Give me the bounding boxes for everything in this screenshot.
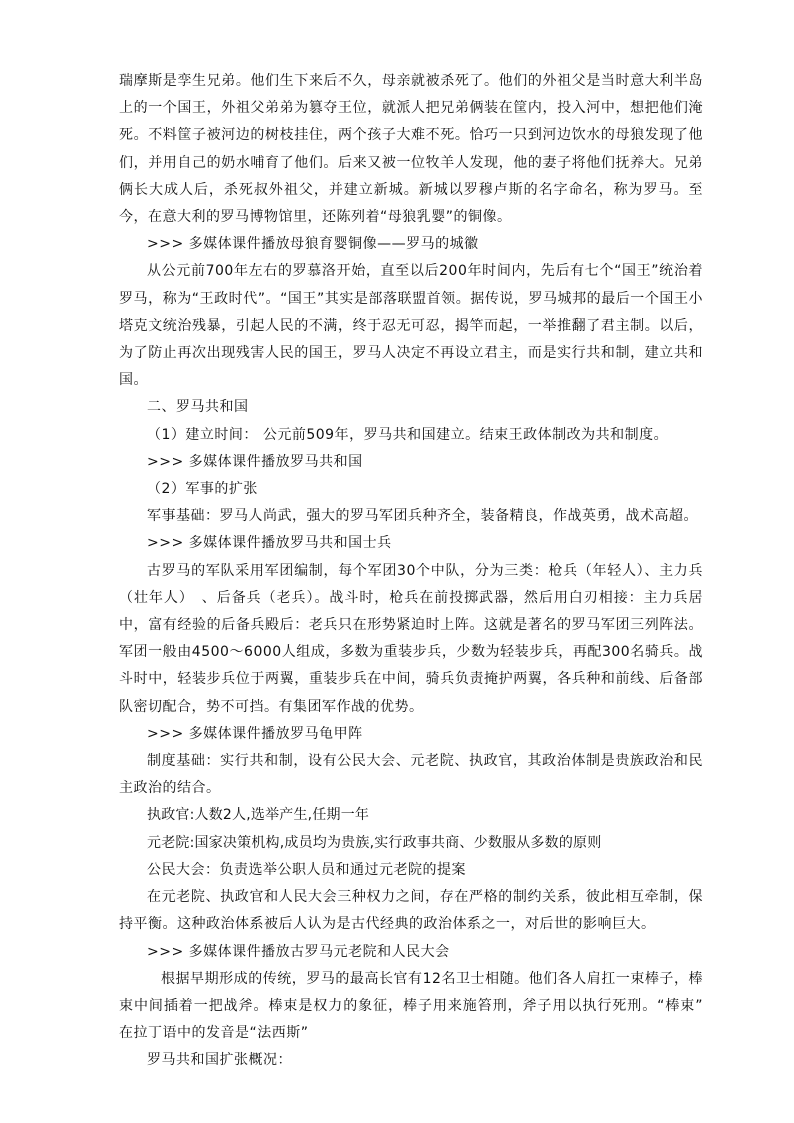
paragraph-multimedia-senate-assembly: >>> 多媒体课件播放古罗马元老院和人民大会 [147, 943, 450, 960]
paragraph-multimedia-testudo: >>> 多媒体课件播放罗马龟甲阵 [147, 725, 363, 742]
paragraph-institutional-basis: 制度基础：实行共和制，设有公民大会、元老院、执政官，其政治体制是贵族政治和民主政治的结合。 [119, 753, 703, 797]
section-heading-roman-republic: 二、罗马共和国 [147, 399, 249, 416]
paragraph-fasces: 根据早期形成的传统，罗马的最高长官有12名卫士相随。他们各人肩扛一束棒子，棒束中间插着一把战斧。棒束是权力的象征，棒子用来施笞刑，斧子用以执行死刑。“棒束” 在拉丁语中的发音是“法西斯” [119, 970, 703, 1042]
paragraph-multimedia-soldiers: >>> 多媒体课件播放罗马共和国士兵 [147, 535, 392, 552]
document-body [119, 68, 703, 1075]
subheading-military-expansion: （2）军事的扩张 [147, 481, 258, 498]
paragraph-popular-assembly: 公民大会：负责选举公职人员和通过元老院的提案 [147, 861, 466, 878]
paragraph-founding-time: （1）建立时间： 公元前509年，罗马共和国建立。结束王政体制改为共和制度。 [147, 426, 669, 443]
paragraph-regal-period: 从公元前700年左右的罗慕洛开始，直至以后200年时间内，先后有七个“国王”统治着罗马，称为“王政时代”。“国王”其实是部落联盟首领。据传说，罗马城邦的最后一个国王小塔克文统治残暴，引起人民的不满，终于忍无可忍，揭竿而起，一举推翻了君主制。以后，为了防止再次出现残害人民的国王，罗马人决定不再设立君主，而是实行共和制，建立共和国。 [119, 263, 703, 389]
paragraph-senate: 元老院:国家决策机构,成员均为贵族,实行政事共商、少数服从多数的原则 [147, 834, 602, 851]
paragraph-expansion-overview: 罗马共和国扩张概况： [147, 1052, 292, 1069]
paragraph-multimedia-republic: >>> 多媒体课件播放罗马共和国 [147, 453, 363, 470]
paragraph-consuls: 执政官:人数2人,选举产生,任期一年 [147, 807, 370, 824]
paragraph-romulus-legend: 瑞摩斯是孪生兄弟。他们生下来后不久，母亲就被杀死了。他们的外祖父是当时意大利半岛上的一个国王，外祖父弟弟为篡夺王位，就派人把兄弟俩装在筐内，投入河中，想把他们淹死。不料筐子被河边的树枝挂住，两个孩子大难不死。恰巧一只到河边饮水的母狼发现了他们，并用自己的奶水哺育了他们。后来又被一位牧羊人发现，他的妻子将他们抚养大。兄弟俩长大成人后，杀死叔外祖父，并建立新城。新城以罗穆卢斯的名字命名，称为罗马。至今，在意大利的罗马博物馆里，还陈列着“母狼乳婴”的铜像。 [119, 73, 703, 226]
paragraph-checks-and-balances: 在元老院、执政官和人民大会三种权力之间，存在严格的制约关系，彼此相互牵制，保持平衡。这种政治体系被后人认为是古代经典的政治体系之一，对后世的影响巨大。 [119, 889, 703, 933]
paragraph-military-basis: 军事基础：罗马人尚武，强大的罗马军团兵种齐全，装备精良，作战英勇，战术高超。 [147, 508, 698, 525]
paragraph-legion-organization: 古罗马的军队采用军团编制，每个军团30个中队，分为三类：枪兵（年轻人）、主力兵（壮年人） 、后备兵（老兵）。战斗时，枪兵在前投掷武器，然后用白刃相接：主力兵居中，富有经验的后备兵殿后：老兵只在形势紧迫时上阵。这就是著名的罗马军团三列阵法。军团一般由4500～6000人组成，多数为重装步兵，少数为轻装步兵，再配300名骑兵。战斗时中，轻装步兵位于两翼，重装步兵在中间，骑兵负责掩护两翼，各兵种和前线、后备部队密切配合，势不可挡。有集团军作战的优势。 [119, 562, 703, 715]
paragraph-multimedia-wolf-statue: >>> 多媒体课件播放母狼育婴铜像——罗马的城徽 [147, 236, 479, 253]
